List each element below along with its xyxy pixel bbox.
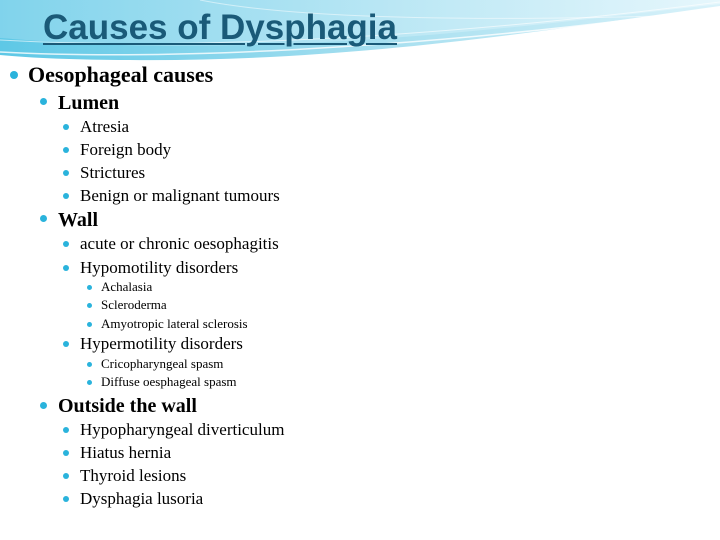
bullet-icon [63, 473, 69, 479]
bullet-icon [63, 496, 69, 502]
bullet-icon [87, 322, 92, 327]
sub-list-item: Scleroderma [101, 297, 167, 312]
bullet-icon [10, 71, 18, 79]
sub-list-item: Cricopharyngeal spasm [101, 356, 224, 371]
list-item: Thyroid lesions [80, 466, 187, 485]
sub-list-item: Achalasia [101, 279, 153, 294]
bullet-icon [87, 303, 92, 308]
list-item: Benign or malignant tumours [80, 186, 280, 205]
section-lumen: Lumen [58, 92, 120, 114]
heading-oesophageal-causes: Oesophageal causes [28, 62, 214, 87]
section-wall: Wall [58, 209, 99, 231]
bullet-icon [63, 124, 69, 130]
sub-list-item: Diffuse oesphageal spasm [101, 374, 237, 389]
bullet-icon [63, 265, 69, 271]
list-item: Strictures [80, 163, 146, 182]
list-item: acute or chronic oesophagitis [80, 234, 279, 253]
list-item: Foreign body [80, 140, 172, 159]
bullet-icon [40, 215, 47, 222]
bullet-icon [87, 380, 92, 385]
bullet-icon [63, 193, 69, 199]
bullet-icon [40, 402, 47, 409]
list-item-hypermotility: Hypermotility disorders [80, 334, 243, 353]
list-item-hypomotility: Hypomotility disorders [80, 258, 239, 277]
bullet-icon [63, 450, 69, 456]
section-outside-the-wall: Outside the wall [58, 395, 197, 417]
list-item: Dysphagia lusoria [80, 489, 204, 508]
bullet-icon [63, 170, 69, 176]
slide-title: Causes of Dysphagia [43, 8, 397, 47]
bullet-icon [40, 98, 47, 105]
bullet-icon [63, 427, 69, 433]
list-item: Atresia [80, 117, 130, 136]
bullet-icon [87, 285, 92, 290]
bullet-icon [63, 241, 69, 247]
bullet-icon [87, 362, 92, 367]
bullet-icon [63, 147, 69, 153]
list-item: Hiatus hernia [80, 443, 172, 462]
list-item: Hypopharyngeal diverticulum [80, 420, 285, 439]
bullet-icon [63, 341, 69, 347]
sub-list-item: Amyotropic lateral sclerosis [101, 316, 248, 331]
